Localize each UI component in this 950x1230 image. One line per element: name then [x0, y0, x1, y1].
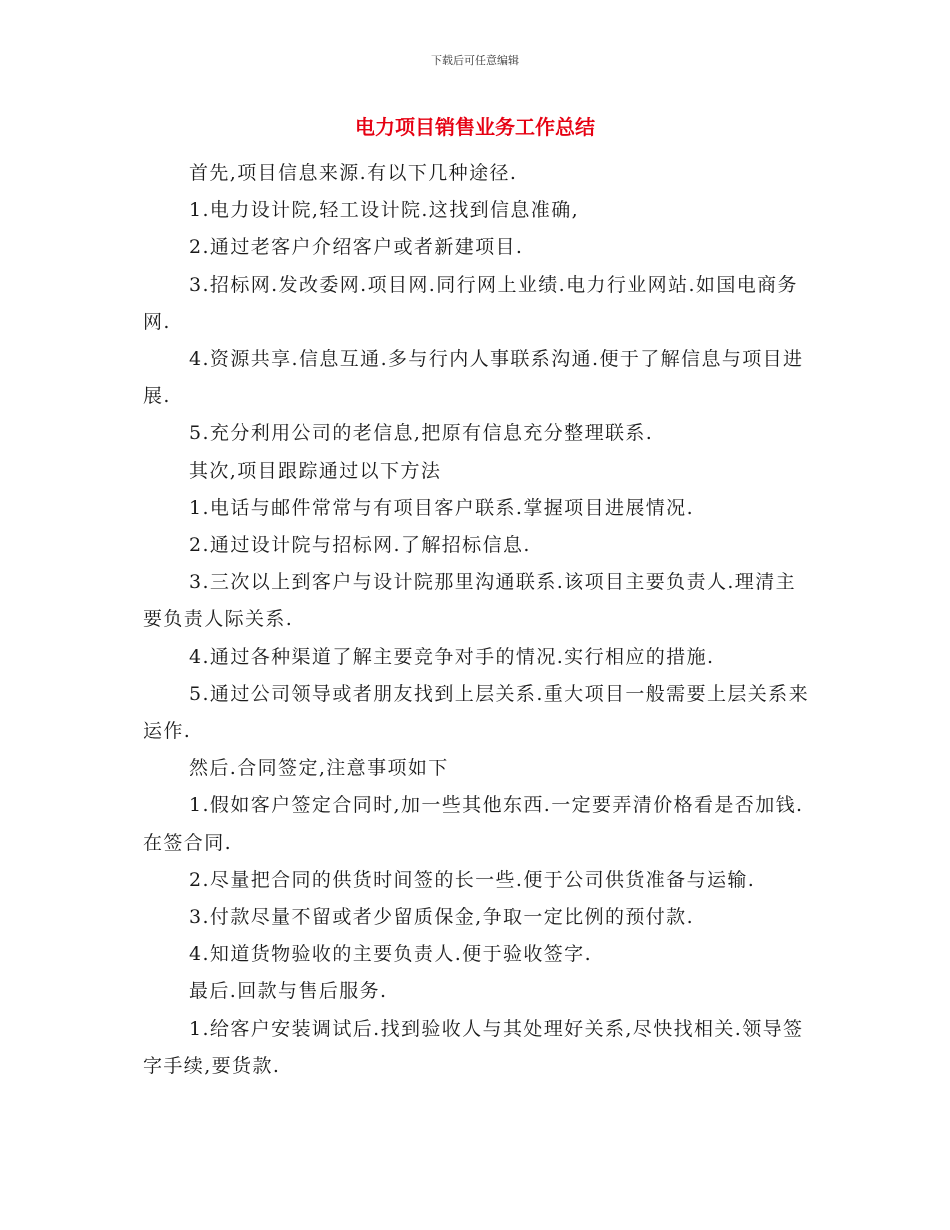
paragraph: 1.电力设计院,轻工设计院.这找到信息准确,: [189, 199, 580, 222]
paragraph: 1.给客户安装调试后.找到验收人与其处理好关系,尽快找相关.领导签字手续,要货款.: [143, 1017, 804, 1077]
paragraph: 然后.合同签定,注意事项如下: [189, 757, 449, 780]
paragraph: 5.充分利用公司的老信息,把原有信息充分整理联系.: [189, 422, 654, 445]
paragraph: 4.知道货物验收的主要负责人.便于验收签字.: [189, 943, 593, 966]
paragraph: 其次,项目跟踪通过以下方法: [189, 459, 442, 482]
paragraph: 1.电话与邮件常常与有项目客户联系.掌握项目进展情况.: [189, 496, 695, 519]
paragraph: 1.假如客户签定合同时,加一些其他东西.一定要弄清价格看是否加钱.在签合同.: [143, 794, 804, 854]
paragraph: 2.尽量把合同的供货时间签的长一些.便于公司供货准备与运输.: [189, 868, 756, 891]
paragraph: 5.通过公司领导或者朋友找到上层关系.重大项目一般需要上层关系来运作.: [143, 682, 809, 743]
document-title: 电力项目销售业务工作总结: [355, 115, 595, 139]
paragraph: 首先,项目信息来源.有以下几种途径.: [189, 162, 518, 184]
paragraph: 4.通过各种渠道了解主要竞争对手的情况.实行相应的措施.: [189, 645, 715, 668]
paragraph: 2.通过老客户介绍客户或者新建项目.: [189, 236, 524, 259]
paragraph: 最后.回款与售后服务.: [189, 980, 388, 1003]
document-body: [143, 155, 815, 1085]
paragraph: 3.三次以上到客户与设计院那里沟通联系.该项目主要负责人.理清主要负责人际关系.: [143, 571, 797, 631]
paragraph: 3.招标网.发改委网.项目网.同行网上业绩.电力行业网站.如国电商务网.: [143, 273, 798, 333]
paragraph: 4.资源共享.信息互通.多与行内人事联系沟通.便于了解信息与项目进展.: [143, 348, 804, 408]
paragraph: 2.通过设计院与招标网.了解招标信息.: [189, 534, 531, 557]
paragraph: 3.付款尽量不留或者少留质保金,争取一定比例的预付款.: [189, 906, 695, 929]
header-note: 下载后可任意编辑: [431, 54, 519, 67]
